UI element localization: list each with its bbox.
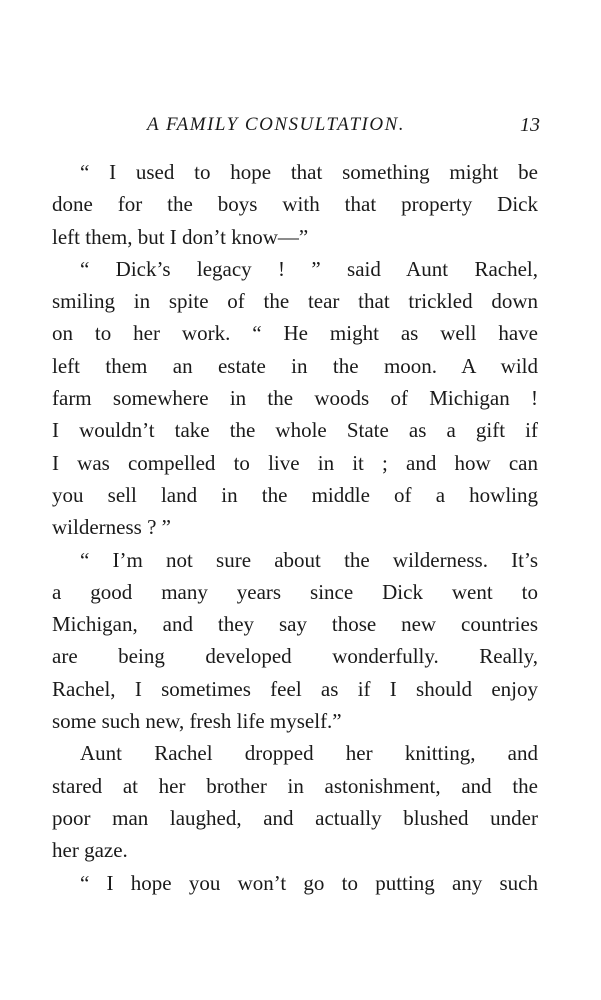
- page-number: 13: [520, 114, 540, 136]
- text-line: a good many years since Dick went to: [52, 579, 538, 604]
- text-line: smiling in spite of the tear that trickled down: [52, 289, 538, 314]
- text-line: Rachel, I sometimes feel as if I should enjoy: [52, 676, 538, 701]
- text-line: wilderness ? ”: [52, 515, 171, 540]
- text-line: “ I hope you won’t go to putting any such: [80, 870, 538, 895]
- text-line: are being developed wonderfully. Really,: [52, 644, 538, 669]
- running-head: [52, 114, 540, 144]
- text-line: Michigan, and they say those new countries: [52, 612, 538, 637]
- running-title: A FAMILY CONSULTATION.: [147, 114, 406, 135]
- body-text: [52, 156, 538, 899]
- text-line: Aunt Rachel dropped her knitting, and: [80, 741, 538, 766]
- text-line: “ Dick’s legacy ! ” said Aunt Rachel,: [80, 256, 538, 281]
- text-line: poor man laughed, and actually blushed under: [52, 805, 538, 830]
- text-line: “ I used to hope that something might be: [80, 160, 538, 184]
- text-line: farm somewhere in the woods of Michigan !: [52, 386, 538, 411]
- text-line: left them an estate in the moon. A wild: [52, 353, 538, 378]
- text-line: done for the boys with that property Dick: [52, 192, 538, 217]
- text-line: I wouldn’t take the whole State as a gift if: [52, 418, 538, 443]
- text-line: “ I’m not sure about the wilderness. It’s: [80, 547, 538, 572]
- text-line: you sell land in the middle of a howling: [52, 482, 538, 507]
- text-line: some such new, fresh life myself.”: [52, 709, 342, 734]
- text-line: her gaze.: [52, 838, 128, 863]
- text-line: I was compelled to live in it ; and how can: [52, 450, 538, 475]
- text-line: stared at her brother in astonishment, and the: [52, 773, 538, 798]
- text-line: left them, but I don’t know—”: [52, 224, 309, 249]
- text-line: on to her work. “ He might as well have: [52, 321, 538, 346]
